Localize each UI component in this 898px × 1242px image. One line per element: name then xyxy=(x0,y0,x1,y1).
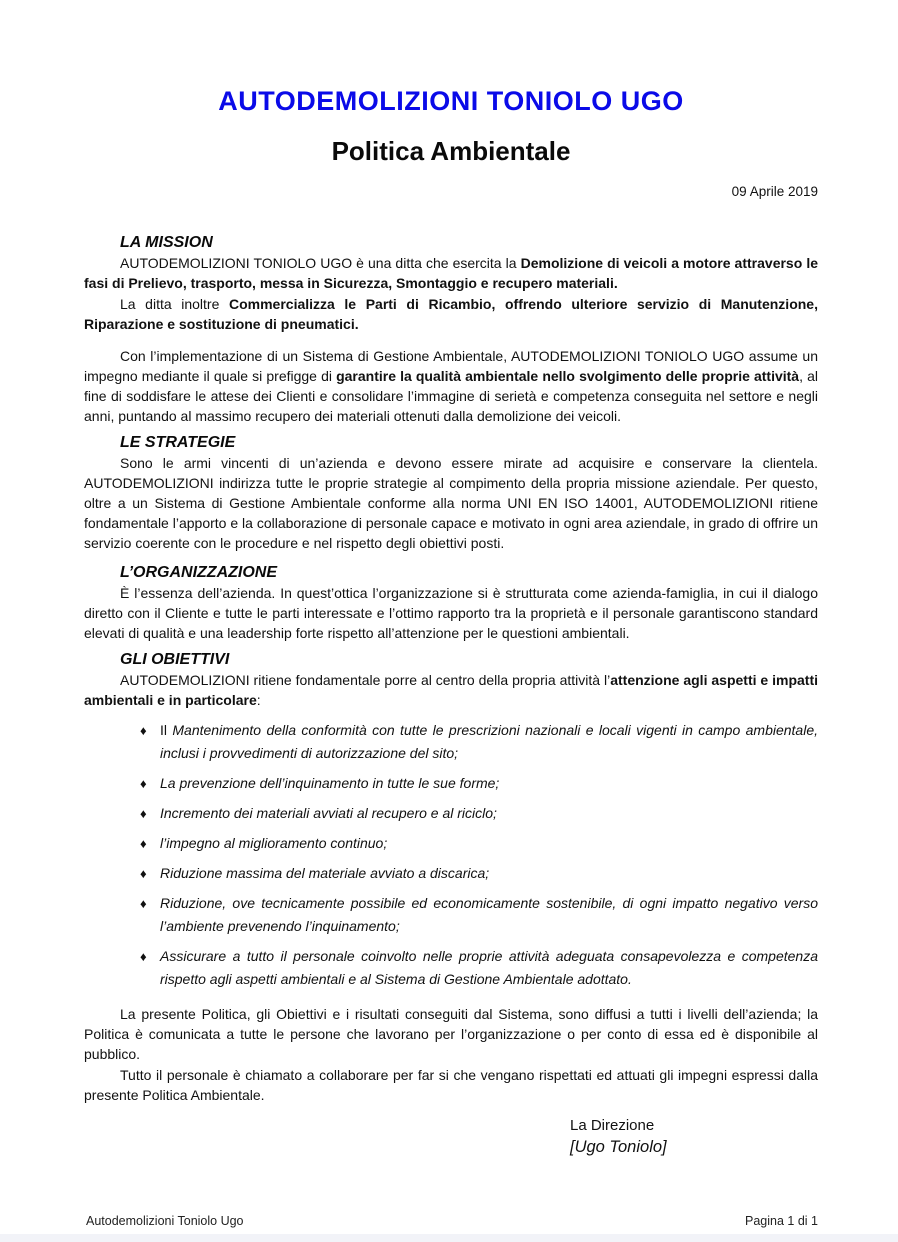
text-run-italic: Assicurare a tutto il personale coinvolto nelle proprie attività adeguata consapevolezza e competenza rispetto agli aspetti ambientali e al Sistema di Gestione Ambientale adottato. xyxy=(160,948,818,987)
mission-paragraph-1 xyxy=(84,253,818,293)
text-run: La ditta inoltre xyxy=(120,296,229,312)
closing-paragraph-1: La presente Politica, gli Obiettivi e i risultati conseguiti dal Sistema, sono diffusi a tutti i livelli dell’azienda; la Politica è comunicata a tutte le persone che lavorano per l’organizzazione o per conto di essa ed è disponibile al pubblico. xyxy=(84,1006,818,1062)
text-run-bold: attenzione agli aspetti e impatti ambientali e in particolare xyxy=(84,672,819,708)
bullet-item xyxy=(84,862,818,885)
diamond-bullet-icon: ♦ xyxy=(140,866,147,881)
mission-paragraph-2 xyxy=(84,294,818,334)
text-run: Con l’implementazione di un Sistema di Gestione Ambientale, AUTODEMOLIZIONI TONIOLO UGO assume un impegno mediante il quale si prefigge di xyxy=(84,348,818,384)
organizzazione-paragraph: È l’essenza dell’azienda. In quest’ottica l’organizzazione si è strutturata come azienda-famiglia, in cui il dialogo diretto con il Cliente e tutte le parti interessate e l’ottimo rapporto tra la proprietà e il personale garantiscono standard elevati di qualità e una leadership forte rispetto all’attenzione per le questioni ambientali. xyxy=(84,585,818,641)
text-run-bold: Demolizione di veicoli a motore attraverso le fasi di Prelievo, trasporto, messa in Sicurezza, Smontaggio e recupero materiali. xyxy=(84,255,818,291)
text-run-bold: Commercializza le Parti di Ricambio, offrendo ulteriore servizio di Manutenzione, Riparazione e sostituzione di pneumatici. xyxy=(84,296,818,332)
text-run-italic: Mantenimento della conformità con tutte le prescrizioni nazionali e locali vigenti in campo ambientale, inclusi i provvedimenti di autorizzazione del sito; xyxy=(160,722,819,761)
bullet-item xyxy=(84,719,818,765)
diamond-bullet-icon: ♦ xyxy=(140,806,147,821)
text-run-italic: La prevenzione dell’inquinamento in tutte le sue forme; xyxy=(160,775,500,791)
document-title: Politica Ambientale xyxy=(331,136,571,166)
diamond-bullet-icon: ♦ xyxy=(140,776,147,791)
document-date: 09 Aprile 2019 xyxy=(731,184,818,199)
text-run: , al fine di soddisfare le attese dei Clienti e consolidare l’immagine di serietà e competenza conseguita nel settore e negli anni, puntando al massimo recupero dei materiali ottenuti dalla demolizione dei veicoli. xyxy=(84,368,818,424)
diamond-bullet-icon: ♦ xyxy=(140,836,147,851)
text-run-italic: Riduzione massima del materiale avviato a discarica; xyxy=(160,865,490,881)
bullet-item xyxy=(84,892,818,938)
diamond-bullet-icon: ♦ xyxy=(140,949,147,964)
closing-paragraph-2: Tutto il personale è chiamato a collaborare per far si che vengano rispettati ed attuati gli impegni espressi dalla presente Politica Ambientale. xyxy=(84,1067,818,1103)
page-footer xyxy=(86,1214,818,1228)
diamond-bullet-icon: ♦ xyxy=(140,723,147,738)
text-run: AUTODEMOLIZIONI ritiene fondamentale porre al centro della propria attività l’ xyxy=(120,672,611,688)
obiettivi-intro-paragraph xyxy=(84,670,818,710)
signature-name: [Ugo Toniolo] xyxy=(570,1138,667,1156)
mission-paragraph-3 xyxy=(84,346,818,426)
signature-block xyxy=(570,1115,818,1159)
text-run-italic: l’impegno al miglioramento continuo; xyxy=(160,835,388,851)
bullet-item xyxy=(84,832,818,855)
bullet-item xyxy=(84,802,818,825)
text-run-italic: Riduzione, ove tecnicamente possibile ed economicamente sostenibile, di ogni impatto negativo verso l’ambiente prevenendo l’inquinamento; xyxy=(160,895,818,934)
signature-role: La Direzione xyxy=(570,1117,655,1134)
footer-accent-bar xyxy=(0,1234,898,1242)
footer-company-name: Autodemolizioni Toniolo Ugo xyxy=(86,1214,244,1228)
section-heading-strategie: LE STRATEGIE xyxy=(120,434,236,451)
text-run-italic: Incremento dei materiali avviati al recupero e al riciclo; xyxy=(160,805,497,821)
text-run: AUTODEMOLIZIONI TONIOLO UGO è una ditta che esercita la xyxy=(120,255,521,271)
bullet-item xyxy=(84,945,818,991)
footer-page-number: Pagina 1 di 1 xyxy=(745,1214,818,1228)
company-title: AUTODEMOLIZIONI TONIOLO UGO xyxy=(218,86,684,116)
bullet-item xyxy=(84,772,818,795)
text-run: Il xyxy=(160,722,173,738)
text-run-bold: garantire la qualità ambientale nello svolgimento delle proprie attività xyxy=(336,368,800,384)
strategie-paragraph: Sono le armi vincenti di un’azienda e devono essere mirate ad acquisire e conservare la clientela. AUTODEMOLIZIONI indirizza tutte le proprie strategie al compimento della propria missione aziendale. Per questo, oltre a un Sistema di Gestione Ambientale conforme alla norma UNI EN ISO 14001, AUTODEMOLIZIONI ritiene fondamentale l’apporto e la collaborazione di personale capace e motivato in ogni area aziendale, in grado di offrire un servizio coerente con le procedure e nel rispetto degli obiettivi posti. xyxy=(84,455,818,551)
diamond-bullet-icon: ♦ xyxy=(140,896,147,911)
section-heading-organizzazione: L’ORGANIZZAZIONE xyxy=(120,564,278,581)
objectives-bullet-list xyxy=(84,719,818,991)
text-run: : xyxy=(256,692,261,708)
section-heading-mission: LA MISSION xyxy=(120,234,213,251)
section-heading-obiettivi: GLI OBIETTIVI xyxy=(120,651,230,668)
